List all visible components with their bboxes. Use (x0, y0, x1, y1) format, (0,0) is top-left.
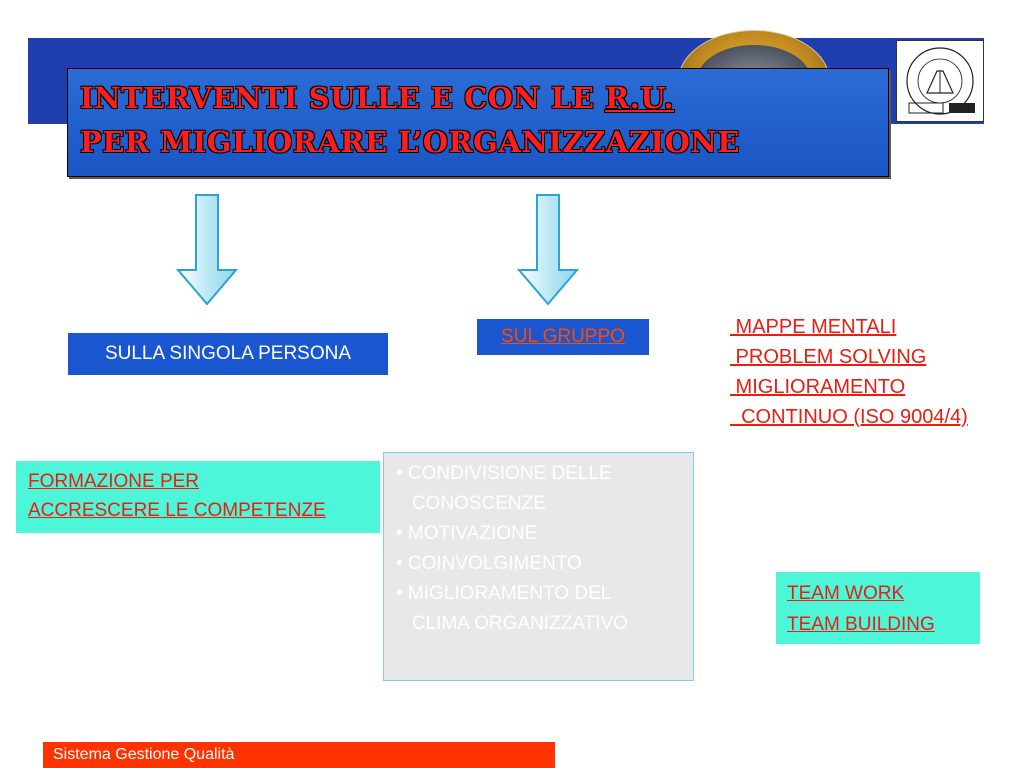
tools-list (730, 312, 1022, 432)
list-item: • COINVOLGIMENTO (396, 553, 582, 574)
list-item: • MIGLIORAMENTO DEL (396, 583, 612, 604)
page-title-box (67, 68, 889, 177)
formazione-link[interactable]: ACCRESCERE LE COMPETENZE (28, 500, 326, 521)
team-link[interactable]: TEAM BUILDING (787, 614, 935, 635)
footer-label: Sistema Gestione Qualità (53, 746, 235, 763)
tools-item[interactable]: MAPPE MENTALI (730, 316, 897, 338)
list-item: CONOSCENZE (396, 493, 546, 514)
page-title-line-1 (80, 81, 674, 115)
list-item: • MOTIVAZIONE (396, 523, 538, 544)
branch-person-box (68, 333, 388, 375)
list-item: CLIMA ORGANIZZATIVO (396, 613, 628, 634)
formazione-link[interactable]: FORMAZIONE PER (28, 471, 200, 492)
down-arrow-icon (176, 194, 238, 306)
footer-bar (43, 742, 555, 768)
branch-group-label[interactable]: SUL GRUPPO (501, 326, 625, 347)
title-prefix: INTERVENTI SULLE E CON LE (80, 81, 606, 115)
tools-item[interactable]: MIGLIORAMENTO (730, 376, 906, 398)
iso-certification-badge-icon (896, 40, 984, 122)
tools-item[interactable]: PROBLEM SOLVING (730, 346, 927, 368)
down-arrow-icon (517, 194, 579, 306)
group-benefits-box (383, 452, 694, 681)
branch-group-box[interactable] (477, 319, 649, 355)
team-link[interactable]: TEAM WORK (787, 583, 905, 604)
formazione-box (16, 461, 380, 533)
team-box (776, 572, 980, 644)
tools-item[interactable]: CONTINUO (ISO 9004/4) (730, 406, 968, 428)
page-title-line-2: PER MIGLIORARE L’ORGANIZZAZIONE (80, 125, 740, 159)
list-item: • CONDIVISIONE DELLE (396, 463, 612, 484)
title-ru-link[interactable]: R.U. (605, 81, 675, 115)
branch-person-label: SULLA SINGOLA PERSONA (104, 343, 352, 364)
